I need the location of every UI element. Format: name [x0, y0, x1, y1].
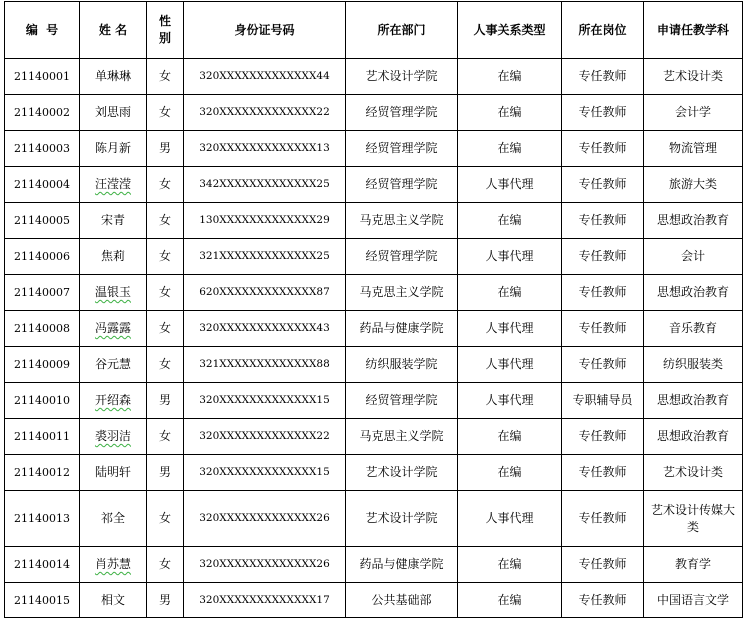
cell-name — [80, 311, 147, 347]
cell-name: 刘思雨 — [80, 95, 147, 131]
cell-subject: 思想政治教育 — [644, 383, 743, 419]
cell-post: 专任教师 — [562, 59, 644, 95]
cell-name: 焦莉 — [80, 239, 147, 275]
cell-id-card: 320XXXXXXXXXXXXX44 — [184, 59, 346, 95]
cell-number: 21140006 — [5, 239, 80, 275]
cell-relation-type: 在编 — [458, 455, 562, 491]
header-gender: 性别 — [147, 2, 184, 59]
cell-id-card: 321XXXXXXXXXXXXX88 — [184, 347, 346, 383]
cell-number: 21140003 — [5, 131, 80, 167]
cell-department: 马克思主义学院 — [346, 203, 458, 239]
cell-id-card: 321XXXXXXXXXXXXX25 — [184, 239, 346, 275]
cell-subject: 物流管理 — [644, 131, 743, 167]
cell-gender: 女 — [147, 59, 184, 95]
cell-department: 马克思主义学院 — [346, 419, 458, 455]
cell-number: 21140014 — [5, 547, 80, 583]
cell-relation-type: 在编 — [458, 419, 562, 455]
table-row — [5, 491, 743, 547]
cell-post: 专任教师 — [562, 167, 644, 203]
cell-number: 21140001 — [5, 59, 80, 95]
cell-id-card: 320XXXXXXXXXXXXX15 — [184, 383, 346, 419]
cell-id-card: 320XXXXXXXXXXXXX15 — [184, 455, 346, 491]
cell-gender: 女 — [147, 275, 184, 311]
cell-department: 经贸管理学院 — [346, 383, 458, 419]
cell-subject: 艺术设计类 — [644, 455, 743, 491]
cell-department: 药品与健康学院 — [346, 311, 458, 347]
table-row — [5, 59, 743, 95]
cell-relation-type: 人事代理 — [458, 311, 562, 347]
cell-department: 经贸管理学院 — [346, 167, 458, 203]
cell-id-card: 320XXXXXXXXXXXXX26 — [184, 491, 346, 547]
cell-gender: 男 — [147, 583, 184, 618]
name-text: 冯露露 — [94, 321, 131, 335]
cell-post: 专任教师 — [562, 347, 644, 383]
cell-relation-type: 在编 — [458, 131, 562, 167]
cell-gender: 女 — [147, 419, 184, 455]
header-row — [5, 2, 743, 59]
cell-post: 专任教师 — [562, 311, 644, 347]
cell-relation-type: 在编 — [458, 275, 562, 311]
cell-gender: 女 — [147, 311, 184, 347]
cell-subject: 思想政治教育 — [644, 203, 743, 239]
cell-post: 专任教师 — [562, 95, 644, 131]
cell-post: 专任教师 — [562, 583, 644, 618]
cell-name: 宋青 — [80, 203, 147, 239]
header-number: 编 号 — [5, 2, 80, 59]
cell-number: 21140007 — [5, 275, 80, 311]
cell-subject: 会计学 — [644, 95, 743, 131]
cell-department: 经贸管理学院 — [346, 95, 458, 131]
cell-subject: 音乐教育 — [644, 311, 743, 347]
cell-id-card: 320XXXXXXXXXXXXX13 — [184, 131, 346, 167]
cell-relation-type: 人事代理 — [458, 167, 562, 203]
table-row — [5, 419, 743, 455]
cell-gender: 女 — [147, 491, 184, 547]
table-row — [5, 583, 743, 618]
cell-id-card: 320XXXXXXXXXXXXX43 — [184, 311, 346, 347]
name-text: 肖苏慧 — [94, 557, 131, 571]
cell-subject: 思想政治教育 — [644, 275, 743, 311]
cell-subject: 中国语言文学 — [644, 583, 743, 618]
table-row — [5, 131, 743, 167]
cell-post: 专任教师 — [562, 491, 644, 547]
cell-number: 21140011 — [5, 419, 80, 455]
table-row — [5, 275, 743, 311]
cell-post: 专任教师 — [562, 419, 644, 455]
cell-gender: 女 — [147, 347, 184, 383]
cell-gender: 男 — [147, 455, 184, 491]
cell-name: 陆明轩 — [80, 455, 147, 491]
cell-id-card: 620XXXXXXXXXXXXX87 — [184, 275, 346, 311]
table-row — [5, 383, 743, 419]
cell-id-card: 342XXXXXXXXXXXXX25 — [184, 167, 346, 203]
cell-relation-type: 人事代理 — [458, 239, 562, 275]
cell-name — [80, 275, 147, 311]
cell-department: 经贸管理学院 — [346, 239, 458, 275]
cell-post: 专任教师 — [562, 455, 644, 491]
name-text: 裘羽洁 — [94, 429, 131, 443]
header-department: 所在部门 — [346, 2, 458, 59]
cell-gender: 女 — [147, 95, 184, 131]
cell-number: 21140015 — [5, 583, 80, 618]
cell-relation-type: 人事代理 — [458, 383, 562, 419]
cell-number: 21140005 — [5, 203, 80, 239]
cell-id-card: 320XXXXXXXXXXXXX22 — [184, 95, 346, 131]
table-row — [5, 311, 743, 347]
cell-department: 公共基础部 — [346, 583, 458, 618]
cell-subject: 会计 — [644, 239, 743, 275]
header-id-card: 身份证号码 — [184, 2, 346, 59]
cell-subject: 纺织服装类 — [644, 347, 743, 383]
name-text: 开绍森 — [94, 393, 131, 407]
cell-subject: 艺术设计传媒大类 — [644, 491, 743, 547]
name-text: 温银玉 — [94, 285, 131, 299]
cell-relation-type: 在编 — [458, 203, 562, 239]
table-row — [5, 239, 743, 275]
table-row — [5, 95, 743, 131]
cell-number: 21140004 — [5, 167, 80, 203]
cell-gender: 男 — [147, 383, 184, 419]
header-relation-type: 人事关系类型 — [458, 2, 562, 59]
cell-name — [80, 383, 147, 419]
table-row — [5, 203, 743, 239]
cell-relation-type: 在编 — [458, 547, 562, 583]
cell-post: 专任教师 — [562, 239, 644, 275]
cell-gender: 女 — [147, 203, 184, 239]
cell-name — [80, 547, 147, 583]
table-row — [5, 455, 743, 491]
table-row — [5, 547, 743, 583]
cell-id-card: 320XXXXXXXXXXXXX22 — [184, 419, 346, 455]
cell-name: 陈月新 — [80, 131, 147, 167]
cell-name: 单琳琳 — [80, 59, 147, 95]
header-subject: 申请任教学科 — [644, 2, 743, 59]
cell-name: 相文 — [80, 583, 147, 618]
name-text: 汪滢滢 — [94, 177, 131, 191]
table-row — [5, 167, 743, 203]
cell-subject: 旅游大类 — [644, 167, 743, 203]
cell-relation-type: 人事代理 — [458, 491, 562, 547]
cell-name: 祁全 — [80, 491, 147, 547]
cell-number: 21140009 — [5, 347, 80, 383]
header-post: 所在岗位 — [562, 2, 644, 59]
cell-relation-type: 在编 — [458, 583, 562, 618]
cell-post: 专任教师 — [562, 203, 644, 239]
cell-number: 21140013 — [5, 491, 80, 547]
cell-id-card: 320XXXXXXXXXXXXX26 — [184, 547, 346, 583]
cell-subject: 思想政治教育 — [644, 419, 743, 455]
cell-id-card: 320XXXXXXXXXXXXX17 — [184, 583, 346, 618]
cell-name: 谷元慧 — [80, 347, 147, 383]
cell-department: 艺术设计学院 — [346, 491, 458, 547]
table-row — [5, 347, 743, 383]
cell-relation-type: 人事代理 — [458, 347, 562, 383]
cell-department: 马克思主义学院 — [346, 275, 458, 311]
cell-department: 艺术设计学院 — [346, 59, 458, 95]
cell-department: 经贸管理学院 — [346, 131, 458, 167]
cell-gender: 男 — [147, 131, 184, 167]
cell-subject: 艺术设计类 — [644, 59, 743, 95]
cell-gender: 女 — [147, 167, 184, 203]
cell-subject: 教育学 — [644, 547, 743, 583]
applicant-table — [4, 1, 743, 618]
cell-number: 21140012 — [5, 455, 80, 491]
cell-name — [80, 419, 147, 455]
cell-id-card: 130XXXXXXXXXXXXX29 — [184, 203, 346, 239]
cell-name — [80, 167, 147, 203]
cell-number: 21140002 — [5, 95, 80, 131]
cell-post: 专任教师 — [562, 275, 644, 311]
cell-relation-type: 在编 — [458, 95, 562, 131]
cell-post: 专任教师 — [562, 547, 644, 583]
cell-relation-type: 在编 — [458, 59, 562, 95]
header-name: 姓 名 — [80, 2, 147, 59]
cell-number: 21140008 — [5, 311, 80, 347]
cell-department: 艺术设计学院 — [346, 455, 458, 491]
cell-number: 21140010 — [5, 383, 80, 419]
table-body — [5, 59, 743, 618]
cell-department: 纺织服装学院 — [346, 347, 458, 383]
cell-department: 药品与健康学院 — [346, 547, 458, 583]
cell-post: 专任教师 — [562, 131, 644, 167]
cell-post: 专职辅导员 — [562, 383, 644, 419]
cell-gender: 女 — [147, 547, 184, 583]
cell-gender: 女 — [147, 239, 184, 275]
